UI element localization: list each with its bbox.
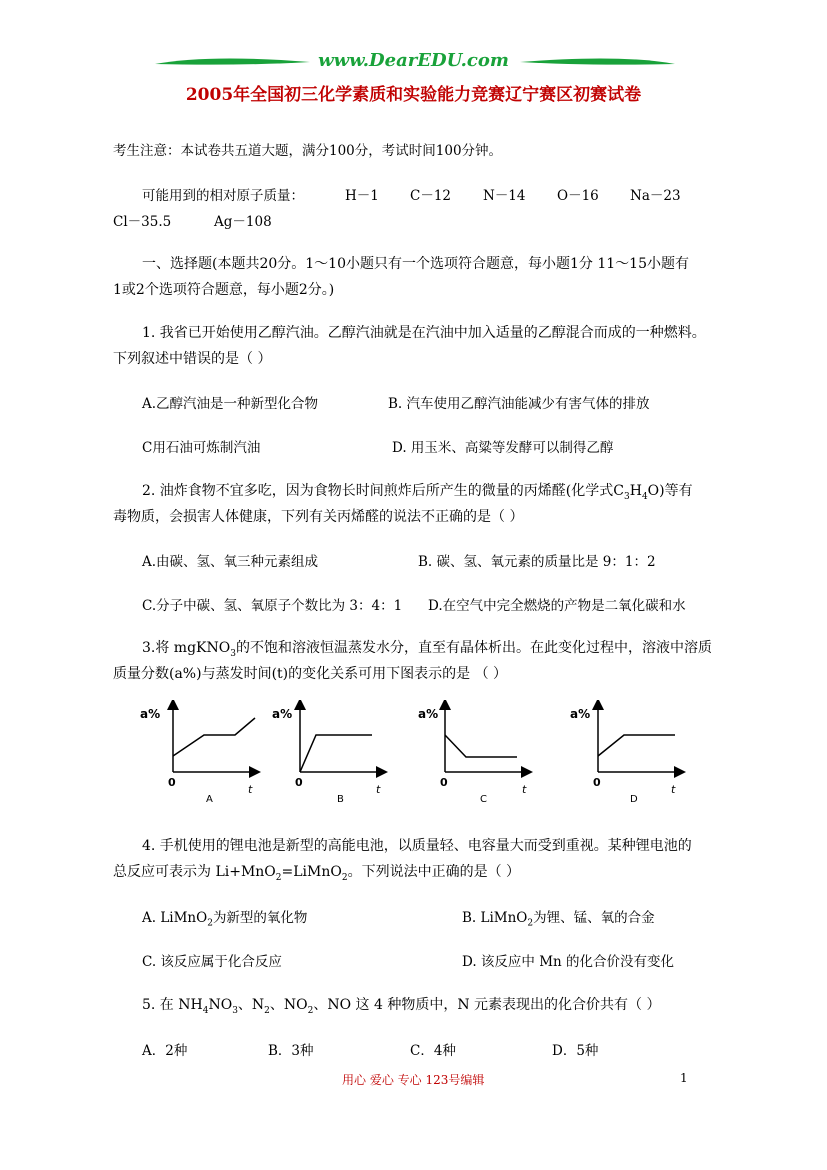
atomic-mass-label: 可能用到的相对原子质量： bbox=[142, 188, 304, 204]
graph-b bbox=[272, 704, 382, 805]
q4-option-c: C. 该反应属于化合反应 bbox=[142, 954, 282, 970]
q5-option-b: B．3种 bbox=[268, 1043, 314, 1059]
q4-option-a: A. LiMnO$_2$为新型的氧化物 bbox=[142, 910, 308, 929]
atomic-mass-n: N－14 bbox=[483, 188, 526, 204]
q1-option-a: A.乙醇汽油是一种新型化合物 bbox=[142, 396, 319, 412]
graph-a-origin: 0 bbox=[168, 776, 176, 789]
graph-a bbox=[140, 704, 255, 805]
q5-option-a: A．2种 bbox=[142, 1043, 188, 1059]
graph-d-label: D bbox=[630, 794, 638, 805]
q4-stem-line1: 4. 手机使用的锂电池是新型的高能电池，以质量轻、电容量大而受到重视。某种锂电池的 bbox=[142, 838, 692, 854]
q1-option-c: C用石油可炼制汽油 bbox=[142, 440, 261, 456]
atomic-mass-c: C－12 bbox=[410, 188, 452, 204]
q2-stem-line1: 2. 油炸食物不宜多吃，因为食物长时间煎炸后所产生的微量的丙烯醛(化学式$C_3H_4O$)等有 bbox=[142, 483, 693, 502]
q5-option-d: D．5种 bbox=[552, 1043, 599, 1059]
graph-d-origin: 0 bbox=[593, 776, 601, 789]
graph-d bbox=[570, 704, 680, 805]
q2-option-d: D.在空气中完全燃烧的产物是二氧化碳和水 bbox=[428, 598, 686, 614]
graph-d-xlabel: t bbox=[671, 783, 676, 796]
graph-b-origin: 0 bbox=[295, 776, 303, 789]
q5-option-c: C．4种 bbox=[410, 1043, 456, 1059]
q5-stem: 5. 在 $NH_4NO_3$、$N_2$、$NO_2$、NO 这 4 种物质中，N 元素表现出的化合价共有（ ） bbox=[142, 997, 661, 1016]
site-logo-text: www.DearEDU.com bbox=[318, 50, 509, 71]
atomic-mass-cl: Cl－35.5 bbox=[113, 214, 172, 230]
q1-stem-line1: 1. 我省已开始使用乙醇汽油。乙醇汽油就是在汽油中加入适量的乙醇混合而成的一种燃料。 bbox=[142, 325, 706, 341]
graph-c-label: C bbox=[480, 794, 487, 805]
q1-stem-line2: 下列叙述中错误的是（ ） bbox=[113, 351, 272, 367]
q3-stem-line2: 质量分数(a%)与蒸发时间(t)的变化关系可用下图表示的是 （ ） bbox=[113, 666, 508, 682]
graph-c-xlabel: t bbox=[522, 783, 527, 796]
graph-d-curve bbox=[598, 735, 675, 756]
section1-instructions-line2: 1或2个选项符合题意，每小题2分。) bbox=[113, 282, 335, 298]
graph-b-xlabel: t bbox=[376, 783, 381, 796]
graph-c-origin: 0 bbox=[440, 776, 448, 789]
q2-option-b: B. 碳、氢、氧元素的质量比是 9：1：2 bbox=[418, 554, 656, 570]
atomic-mass-h: H－1 bbox=[345, 188, 379, 204]
q1-option-d: D. 用玉米、高粱等发酵可以制得乙醇 bbox=[392, 440, 614, 456]
page-title: 2005年全国初三化学素质和实验能力竞赛辽宁赛区初赛试卷 bbox=[185, 85, 642, 105]
graph-a-ylabel: a% bbox=[140, 707, 161, 721]
q4-option-b: B. LiMnO$_2$为锂、锰、氧的合金 bbox=[462, 910, 655, 929]
atomic-mass-o: O－16 bbox=[557, 188, 599, 204]
graph-a-xlabel: t bbox=[248, 783, 253, 796]
graph-b-label: B bbox=[337, 794, 344, 805]
q2-option-a: A.由碳、氢、氧三种元素组成 bbox=[142, 554, 319, 570]
graph-c-curve bbox=[445, 735, 517, 757]
graph-d-ylabel: a% bbox=[570, 707, 591, 721]
q2-stem-line2: 毒物质，会损害人体健康，下列有关丙烯醛的说法不正确的是（ ） bbox=[113, 509, 524, 525]
graph-c-ylabel: a% bbox=[418, 707, 439, 721]
q4-option-d: D. 该反应中 Mn 的化合价没有变化 bbox=[462, 954, 675, 970]
page-number: 1 bbox=[680, 1071, 688, 1085]
graph-b-curve bbox=[300, 735, 372, 772]
section1-instructions-line1: 一、选择题(本题共20分。1～10小题只有一个选项符合题意，每小题1分 11～15小题有 bbox=[142, 256, 689, 272]
footer-text: 用心 爱心 专心 123号编辑 bbox=[342, 1073, 485, 1087]
atomic-mass-ag: Ag－108 bbox=[214, 214, 272, 230]
q3-stem-line1: 3.将 mgKNO$_3$的不饱和溶液恒温蒸发水分，直至有晶体析出。在此变化过程中，溶液中溶质 bbox=[142, 640, 712, 659]
exam-notice: 考生注意：本试卷共五道大题，满分100分，考试时间100分钟。 bbox=[113, 143, 503, 159]
graph-b-ylabel: a% bbox=[272, 707, 293, 721]
graph-a-label: A bbox=[206, 794, 213, 805]
q2-option-c: C.分子中碳、氢、氧原子个数比为 3：4：1 bbox=[142, 598, 403, 614]
q1-option-b: B. 汽车使用乙醇汽油能减少有害气体的排放 bbox=[388, 396, 650, 412]
q3-graphs bbox=[130, 700, 690, 810]
graph-c bbox=[418, 704, 527, 805]
atomic-mass-na: Na－23 bbox=[630, 188, 681, 204]
graph-a-curve bbox=[173, 718, 255, 756]
q4-stem-line2: 总反应可表示为 Li+MnO$_2$=LiMnO$_2$。下列说法中正确的是（ ） bbox=[113, 864, 521, 883]
